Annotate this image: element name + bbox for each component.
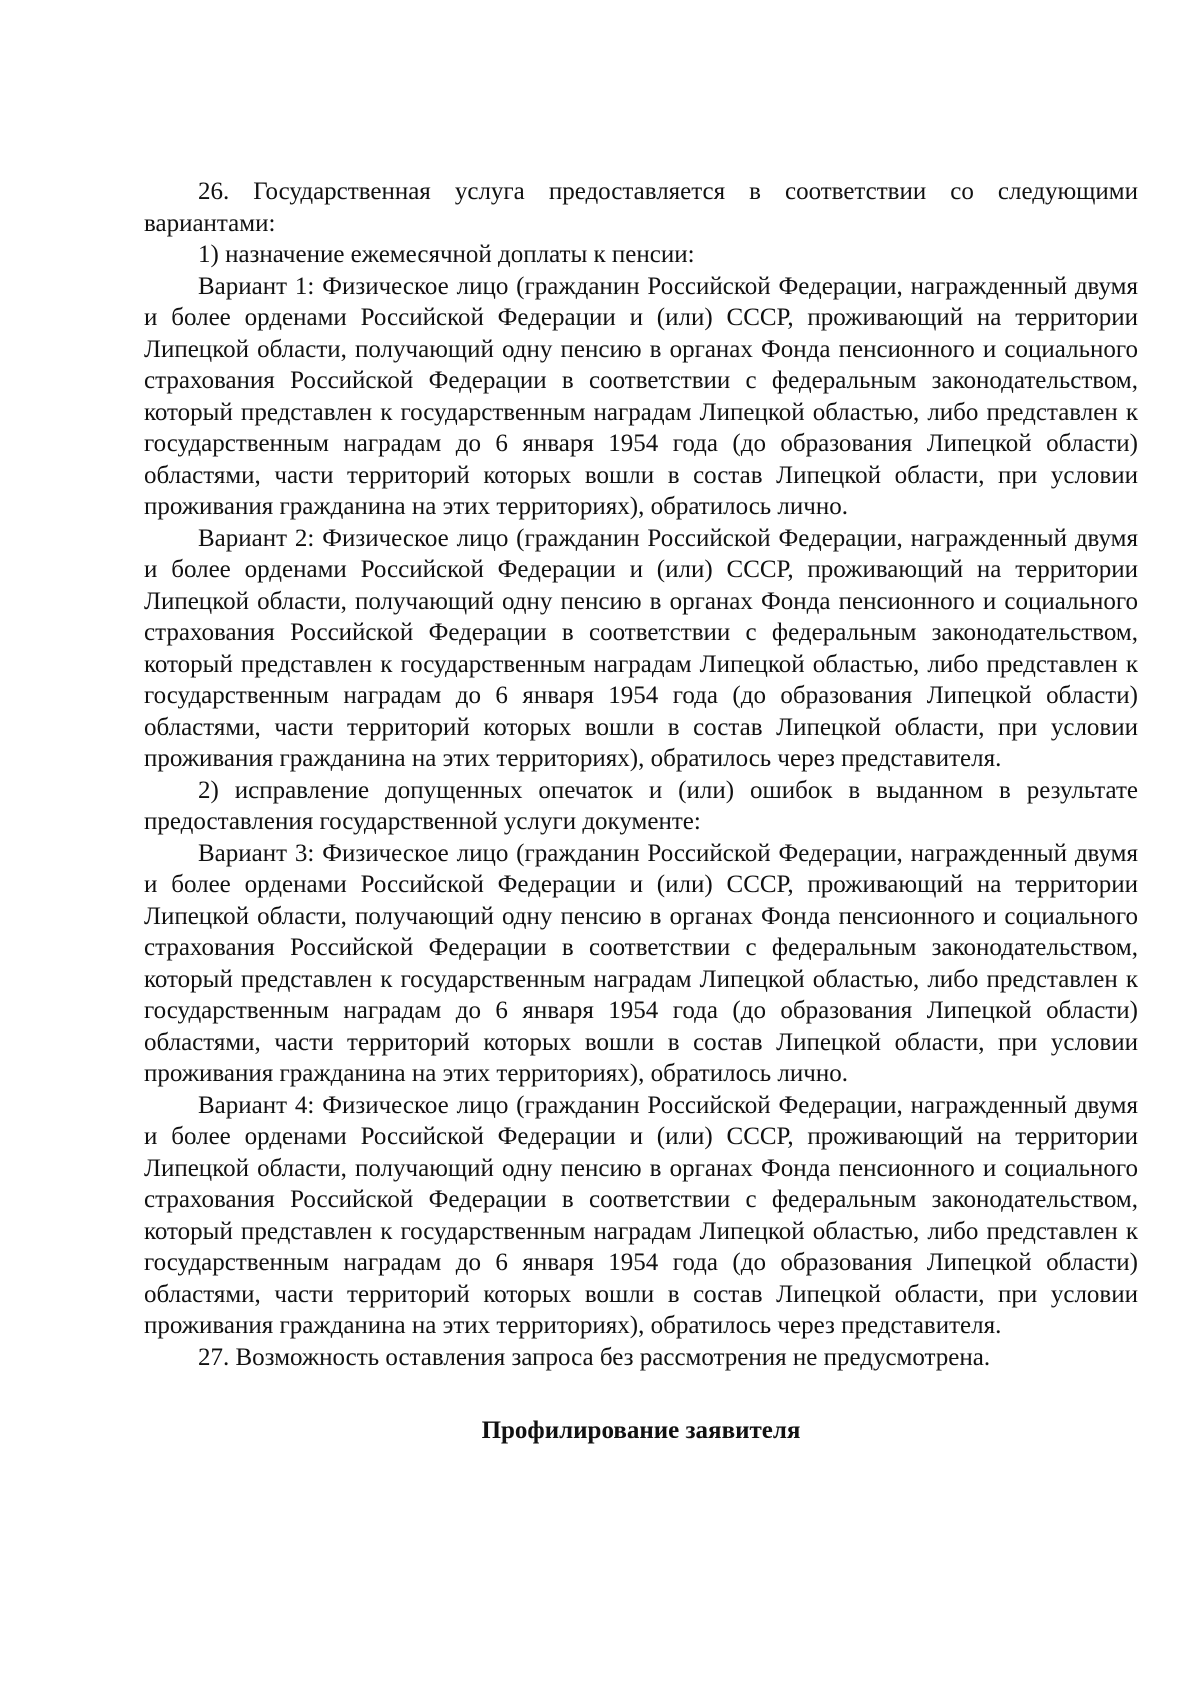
- list-item-2-heading: 2) исправление допущенных опечаток и (или) ошибок в выданном в результате предоставления государственной услуги документе:: [144, 776, 1138, 835]
- paragraph-26-intro: 26. Государственная услуга предоставляется в соответствии со следующими вариантами:: [144, 178, 1138, 237]
- variant-1-paragraph: Вариант 1: Физическое лицо (гражданин Российской Федерации, награжденный двумя и более орденами Российской Федерации и (или) СССР, проживающий на территории Липецкой области, получающий одну пенсию в органах Фонда пенсионного и социального страхования Российской Федерации в соответствии с федеральным законодательством, который представлен к государственным наградам Липецкой областью, либо представлен к государственным наградам до 6 января 1954 года (до образования Липецкой области) областями, части территорий которых вошли в состав Липецкой области, при условии проживания гражданина на этих территориях), обратилось лично.: [144, 272, 1138, 520]
- section-heading: Профилирование заявителя: [481, 1417, 801, 1444]
- variant-2-paragraph: Вариант 2: Физическое лицо (гражданин Российской Федерации, награжденный двумя и более орденами Российской Федерации и (или) СССР, проживающий на территории Липецкой области, получающий одну пенсию в органах Фонда пенсионного и социального страхования Российской Федерации в соответствии с федеральным законодательством, который представлен к государственным наградам Липецкой областью, либо представлен к государственным наградам до 6 января 1954 года (до образования Липецкой области) областями, части территорий которых вошли в состав Липецкой области, при условии проживания гражданина на этих территориях), обратилось через представителя.: [144, 524, 1138, 772]
- variant-4-paragraph: Вариант 4: Физическое лицо (гражданин Российской Федерации, награжденный двумя и более орденами Российской Федерации и (или) СССР, проживающий на территории Липецкой области, получающий одну пенсию в органах Фонда пенсионного и социального страхования Российской Федерации в соответствии с федеральным законодательством, который представлен к государственным наградам Липецкой областью, либо представлен к государственным наградам до 6 января 1954 года (до образования Липецкой области) областями, части территорий которых вошли в состав Липецкой области, при условии проживания гражданина на этих территориях), обратилось через представителя.: [144, 1091, 1138, 1339]
- document-body: [144, 176, 1138, 1447]
- list-item-1-heading: 1) назначение ежемесячной доплаты к пенсии:: [198, 241, 695, 268]
- paragraph-27: 27. Возможность оставления запроса без рассмотрения не предусмотрена.: [198, 1343, 991, 1371]
- variant-3-paragraph: Вариант 3: Физическое лицо (гражданин Российской Федерации, награжденный двумя и более орденами Российской Федерации и (или) СССР, проживающий на территории Липецкой области, получающий одну пенсию в органах Фонда пенсионного и социального страхования Российской Федерации в соответствии с федеральным законодательством, который представлен к государственным наградам Липецкой областью, либо представлен к государственным наградам до 6 января 1954 года (до образования Липецкой области) областями, части территорий которых вошли в состав Липецкой области, при условии проживания гражданина на этих территориях), обратилось лично.: [144, 839, 1138, 1087]
